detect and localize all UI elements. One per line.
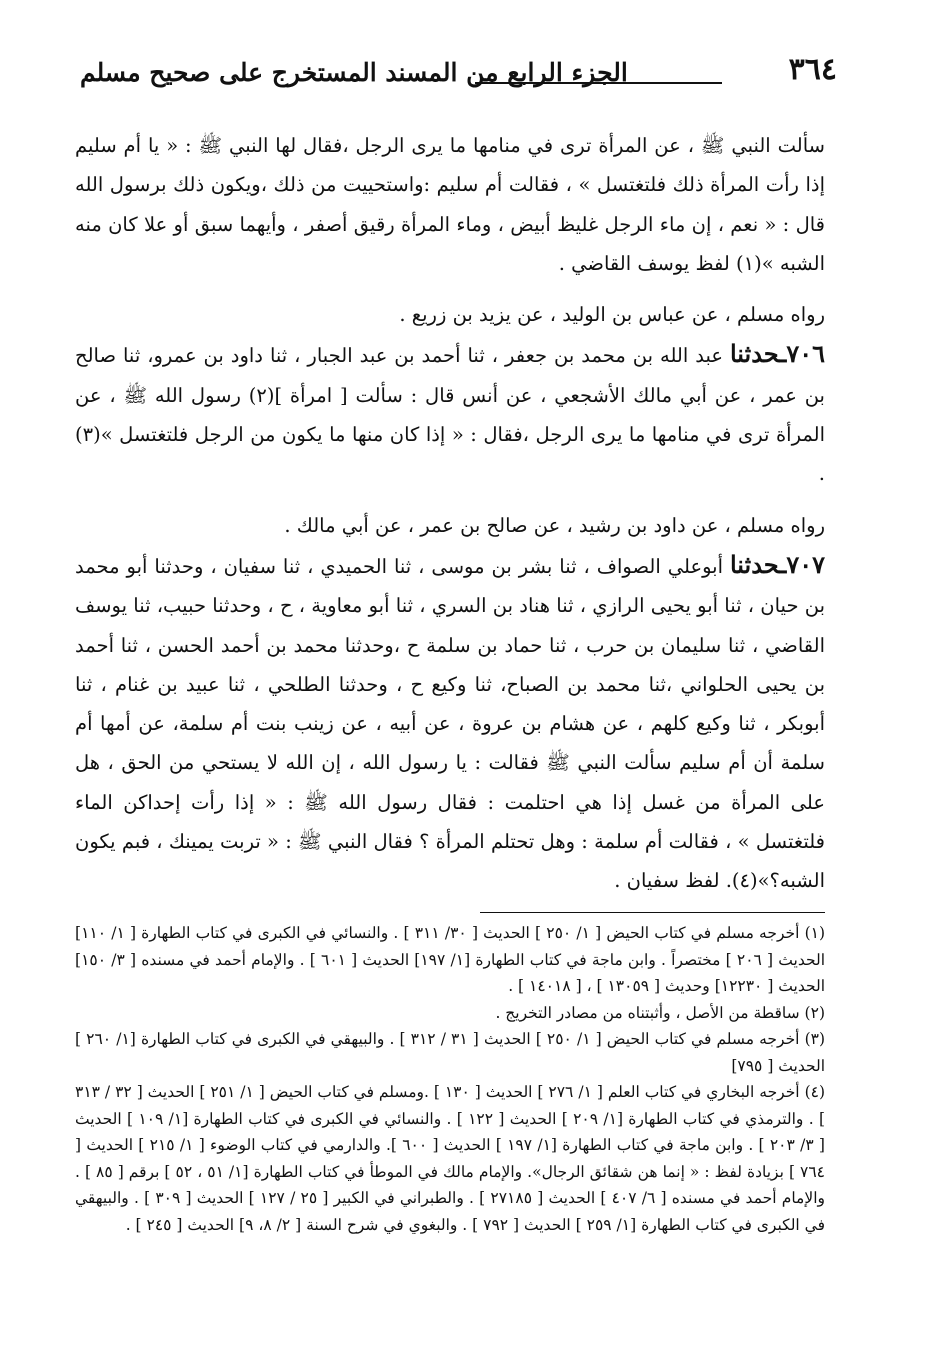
footnote-separator xyxy=(480,912,825,913)
hadith-707-text: أبوعلي الصواف ، ثنا بشر بن موسى ، ثنا الحميدي ، ثنا سفيان ، وحدثنا أبو محمد بن حيان ، ثنا أبو يحيى الرازي ، ثنا هناد بن السري ، ثنا أبو معاوية ، ح ، وحدثنا حبيب، ثنا يوسف القاضي ، ثنا سليمان بن حرب ، ثنا حماد بن سلمة ح ،وحدثنا محمد بن أحمد الحسن ، ثنا أحمد بن يحيى الحلواني ،ثنا محمد بن الصباح، ثنا وكيع ح ، وحدثنا الطلحي ، ثنا عبيد بن غنام ، ثنا أبوبكر ، ثنا وكيع كلهم ، عن هشام بن عروة ، عن أبيه ، عن زينب بنت أم سلمة، عن أمها أم سلمة أن أم سليم سألت النبي ﷺ فقالت : يا رسول الله ، إن الله لا يستحي من الحق ، هل على المرأة من غسل إذا هي احتلمت : فقال رسول الله ﷺ : « إذا رأت إحداكن الماء فلتغتسل » ، فقالت أم سلمة : وهل تحتلم المرأة ؟ فقال النبي ﷺ : « تربت يمينك ، فبم يكون الشبه؟»(٤). لفظ سفيان . xyxy=(75,554,825,893)
footnote-1-text: أخرجه مسلم في كتاب الحيض [ ١/ ٢٥٠ ] الحديث [ ٣٠/ ٣١١ ] . والنسائي في الكبرى في كتاب الطهارة [ ١/ ١١٠] الحديث [ ٢٠٦ ] مختصراً . وابن ماجة في كتاب الطهارة [١/ ١٩٧] الحديث [ ٦٠١ ] . والإمام أحمد في مسنده [ ٣/ ١٥٠] الحديث [ ١٢٢٣٠] وحديث [ ١٣٠٥٩ ] ، [ ١٤٠١٨ ] . xyxy=(75,924,825,995)
footnote-4 xyxy=(75,1079,825,1238)
footnote-2 xyxy=(75,1000,825,1027)
page-number: ٣٦٤ xyxy=(788,52,837,87)
footnotes xyxy=(75,920,825,1238)
footnote-2-number: (٢) xyxy=(804,1003,825,1022)
hadith-706-keyword: حدثنا xyxy=(729,339,780,369)
footnote-1 xyxy=(75,920,825,1000)
hadith-707 xyxy=(75,545,825,901)
paragraph-narration-note: رواه مسلم ، عن عباس بن الوليد ، عن يزيد بن زريع . xyxy=(399,303,825,327)
running-title: الجزء الرابع من المسند المستخرج على صحيح مسلم xyxy=(80,58,628,87)
main-text xyxy=(75,126,825,901)
footnote-4-text: أخرجه البخاري في كتاب العلم [ ١/ ٢٧٦ ] الحديث [ ١٣٠ ] .ومسلم في كتاب الحيض [ ١/ ٢٥١ ] الحديث [ ٣٢ / ٣١٣ ] . والترمذي في كتاب الطهارة [١/ ٢٠٩ ] الحديث [ ١٢٢ ] . والنسائي في الكبرى في كتاب الطهارة [١/ ١٠٩ ] الحديث [ ٣/ ٢٠٣ ] . وابن ماجة في كتاب الطهارة [١/ ١٩٧ ] الحديث [ ٦٠٠ ]. والدارمي في كتاب الوضوء [ ١/ ٢١٥ ] الحديث [ ٧٦٤ ] بزيادة لفظ : « إنما هن شقائق الرجال». والإمام مالك في الموطأ في كتاب الطهارة [١/ ٥١ ، ٥٢ ] برقم [ ٨٥ ] . والإمام أحمد في مسنده [ ٦/ ٤٠٧ ] الحديث [ ٢٧١٨٥ ] . والطبراني في الكبير [ ٢٥ / ١٢٧ ] الحديث [ ٣٠٩ ] . والبيهقي في الكبرى في كتاب الطهارة [١/ ٢٥٩ ] الحديث [ ٧٩٢ ] . والبغوي في شرح السنة [ ٢/ ٨، ٩] الحديث [ ٢٤٥ ] . xyxy=(75,1083,826,1234)
hadith-706 xyxy=(75,334,825,493)
hadith-706-number: ٧٠٦ـ xyxy=(779,339,825,369)
footnote-4-number: (٤) xyxy=(804,1083,826,1101)
footnote-3-text: أخرجه مسلم في كتاب الحيض [ ١/ ٢٥٠ ] الحديث [ ٣١ / ٣١٢ ] . والبيهقي في الكبرى في كتاب الطهارة [١/ ٢٦٠ ] الحديث [ ٧٩٥] xyxy=(75,1030,825,1075)
hadith-707-number: ٧٠٧ـ xyxy=(779,549,825,579)
footnote-3-number: (٣) xyxy=(804,1030,826,1048)
paragraph-narration-note-2: رواه مسلم ، عن داود بن رشيد ، عن صالح بن عمر ، عن أبي مالك . xyxy=(284,513,825,537)
footnote-3 xyxy=(75,1026,825,1079)
hadith-707-keyword: حدثنا xyxy=(729,549,780,579)
page-header xyxy=(80,52,837,112)
footnote-2-text: ساقطة من الأصل ، وأثبتناه من مصادر التخريج . xyxy=(495,1003,800,1022)
hadith-706-text: عبد الله بن محمد بن جعفر ، ثنا أحمد بن عبد الجبار ، ثنا داود بن عمرو، ثنا صالح بن عمر ، عن أبي مالك الأشجعي ، عن أنس قال : سألت [ امرأة ](٢) رسول الله ﷺ ، عن المرأة ترى في منامها ما يرى الرجل ،فقال : « إذا كان منها ما يكون من الرجل فلتغتسل »(٣) . xyxy=(75,344,825,486)
footnote-1-number: (١) xyxy=(804,924,826,942)
paragraph-hadith-continuation: سألت النبي ﷺ ، عن المرأة ترى في منامها ما يرى الرجل ،فقال لها النبي ﷺ : « يا أم سليم إذا رأت المرأة ذلك فلتغتسل » ، فقالت أم سليم :واستحييت من ذلك ،ويكون ذلك برسول الله قال : « نعم ، إن ماء الرجل غليظ أبيض ، وماء المرأة رقيق أصفر ، وأيهما سبق أو علا كان منه الشبه »(١) لفظ يوسف القاضي . xyxy=(75,134,825,275)
